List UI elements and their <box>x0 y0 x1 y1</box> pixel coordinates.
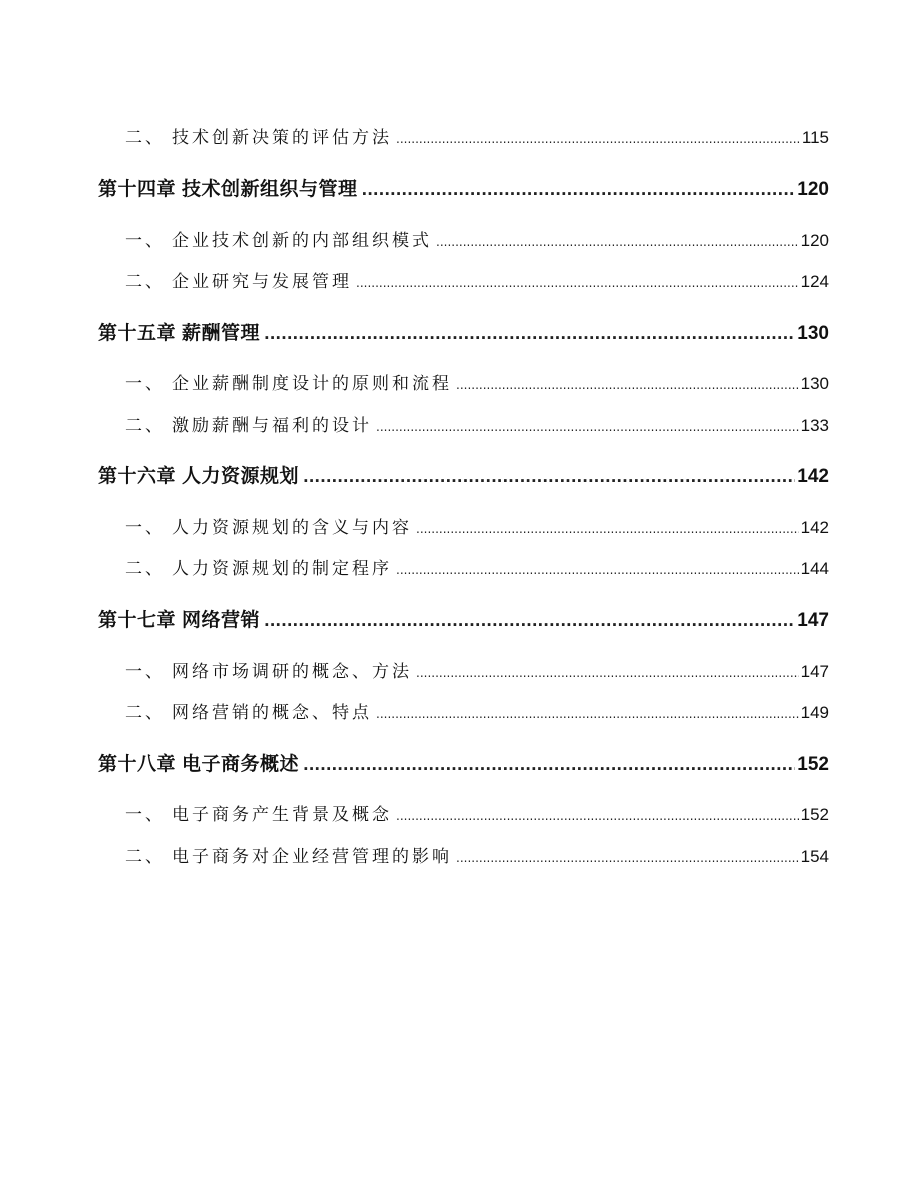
page-number: 154 <box>800 847 829 866</box>
chapter-title: 网络营销 <box>182 609 261 631</box>
toc-section-entry[interactable] <box>125 369 829 394</box>
dot-leader <box>396 563 799 577</box>
toc-section-entry[interactable] <box>125 554 829 579</box>
page-number: 147 <box>800 662 829 681</box>
toc-section-entry[interactable] <box>125 842 829 867</box>
dot-leader <box>303 756 795 774</box>
section-number: 一、 <box>125 374 165 394</box>
toc-section-entry[interactable] <box>125 800 829 825</box>
dot-leader <box>416 666 799 680</box>
page-number: 130 <box>797 323 829 344</box>
chapter-title: 电子商务概述 <box>182 753 300 775</box>
toc-chapter-entry[interactable] <box>92 461 829 488</box>
section-number: 二、 <box>125 847 165 867</box>
toc-section-entry[interactable] <box>125 657 829 682</box>
toc-chapter-entry[interactable] <box>92 318 829 345</box>
section-title: 企业薪酬制度设计的原则和流程 <box>172 374 452 394</box>
section-number: 二、 <box>125 416 165 436</box>
section-number: 二、 <box>125 128 165 148</box>
section-title: 网络营销的概念、特点 <box>172 703 372 723</box>
dot-leader <box>396 809 799 823</box>
section-number: 一、 <box>125 231 165 251</box>
toc-chapter-entry[interactable] <box>92 174 829 201</box>
toc-section-entry[interactable] <box>125 226 829 251</box>
toc-chapter-entry[interactable] <box>92 605 829 632</box>
dot-leader <box>376 707 799 721</box>
section-number: 二、 <box>125 559 165 579</box>
page-number: 142 <box>797 466 829 487</box>
section-number: 一、 <box>125 805 165 825</box>
section-title: 激励薪酬与福利的设计 <box>172 416 372 436</box>
dot-leader <box>303 468 795 486</box>
page-number: 115 <box>801 128 829 147</box>
section-number: 二、 <box>125 703 165 723</box>
page-number: 120 <box>800 231 829 250</box>
dot-leader <box>456 378 799 392</box>
toc-section-entry[interactable] <box>125 123 829 148</box>
toc-section-entry[interactable] <box>125 411 829 436</box>
dot-leader <box>456 851 799 865</box>
page-number: 152 <box>797 754 829 775</box>
section-title: 电子商务产生背景及概念 <box>172 805 392 825</box>
dot-leader <box>396 132 800 146</box>
toc-section-entry[interactable] <box>125 513 829 538</box>
dot-leader <box>436 235 799 249</box>
page-number: 120 <box>797 179 829 200</box>
section-number: 一、 <box>125 518 165 538</box>
section-title: 网络市场调研的概念、方法 <box>172 662 412 682</box>
dot-leader <box>264 325 795 343</box>
page-number: 144 <box>800 559 829 578</box>
toc-chapter-entry[interactable] <box>92 749 829 776</box>
dot-leader <box>362 181 796 199</box>
dot-leader <box>416 522 799 536</box>
page-number: 152 <box>800 805 829 824</box>
section-number: 一、 <box>125 662 165 682</box>
section-title: 人力资源规划的含义与内容 <box>172 518 412 538</box>
chapter-number: 第十七章 <box>98 609 177 631</box>
section-title: 企业研究与发展管理 <box>172 272 352 292</box>
chapter-title: 薪酬管理 <box>182 322 261 344</box>
chapter-number: 第十五章 <box>98 322 177 344</box>
dot-leader <box>376 420 799 434</box>
page-number: 147 <box>797 610 829 631</box>
section-title: 人力资源规划的制定程序 <box>172 559 392 579</box>
page-number: 142 <box>800 518 829 537</box>
section-title: 电子商务对企业经营管理的影响 <box>172 847 452 867</box>
dot-leader <box>356 276 799 290</box>
page-number: 149 <box>800 703 829 722</box>
chapter-number: 第十八章 <box>98 753 177 775</box>
chapter-number: 第十六章 <box>98 465 177 487</box>
section-title: 企业技术创新的内部组织模式 <box>172 231 432 251</box>
chapter-number: 第十四章 <box>98 178 177 200</box>
section-number: 二、 <box>125 272 165 292</box>
section-title: 技术创新决策的评估方法 <box>172 128 392 148</box>
page-number: 133 <box>800 416 829 435</box>
dot-leader <box>264 612 795 630</box>
page-number: 124 <box>800 272 829 291</box>
toc-section-entry[interactable] <box>125 698 829 723</box>
toc-section-entry[interactable] <box>125 267 829 292</box>
chapter-title: 技术创新组织与管理 <box>182 178 358 200</box>
page-number: 130 <box>800 374 829 393</box>
chapter-title: 人力资源规划 <box>182 465 300 487</box>
